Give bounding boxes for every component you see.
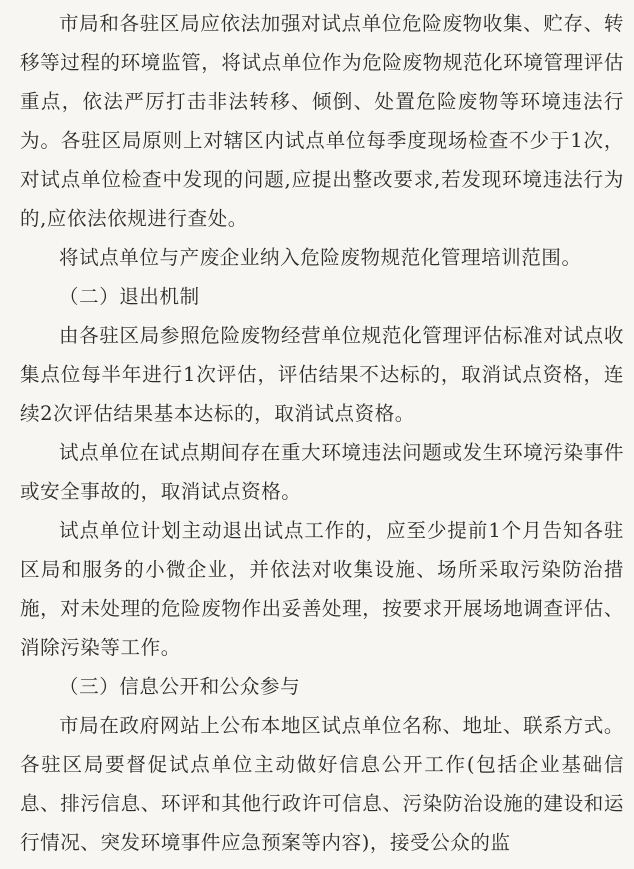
paragraph-disqualification: 试点单位在试点期间存在重大环境违法问题或发生环境污染事件或安全事故的，取消试点资格。 [20, 441, 624, 503]
section-heading-exit-mechanism: （二）退出机制 [59, 285, 200, 308]
paragraph-disclosure: 市局在政府网站上公布本地区试点单位名称、地址、联系方式。各驻区局要督促试点单位主动做好信息公开工作(包括企业基础信息、排污信息、环评和其他行政许可信息、污染防治设施的建设和运行情况、突发环境事件应急预案等内容)，接受公众的监 [20, 714, 624, 854]
paragraph-evaluation: 由各驻区局参照危险废物经营单位规范化管理评估标准对试点收集点位每半年进行1次评估，评估结果不达标的，取消试点资格，连续2次评估结果基本达标的，取消试点资格。 [20, 324, 624, 425]
section-heading-disclosure: （三）信息公开和公众参与 [59, 675, 301, 698]
paragraph-training: 将试点单位与产废企业纳入危险废物规范化管理培训范围。 [59, 246, 582, 269]
paragraph-supervision: 市局和各驻区局应依法加强对试点单位危险废物收集、贮存、转移等过程的环境监管，将试点单位作为危险废物规范化环境管理评估重点，依法严厉打击非法转移、倾倒、处置危险废物等环境违法行为。各驻区局原则上对辖区内试点单位每季度现场检查不少于1次，对试点单位检查中发现的问题,应提出整改要求,若发现环境违法行为的,应依法依规进行查处。 [20, 12, 624, 230]
paragraph-voluntary-exit: 试点单位计划主动退出试点工作的，应至少提前1个月告知各驻区局和服务的小微企业，并依法对收集设施、场所采取污染防治措施，对未处理的危险废物作出妥善处理，按要求开展场地调查评估、消除污染等工作。 [20, 519, 624, 659]
